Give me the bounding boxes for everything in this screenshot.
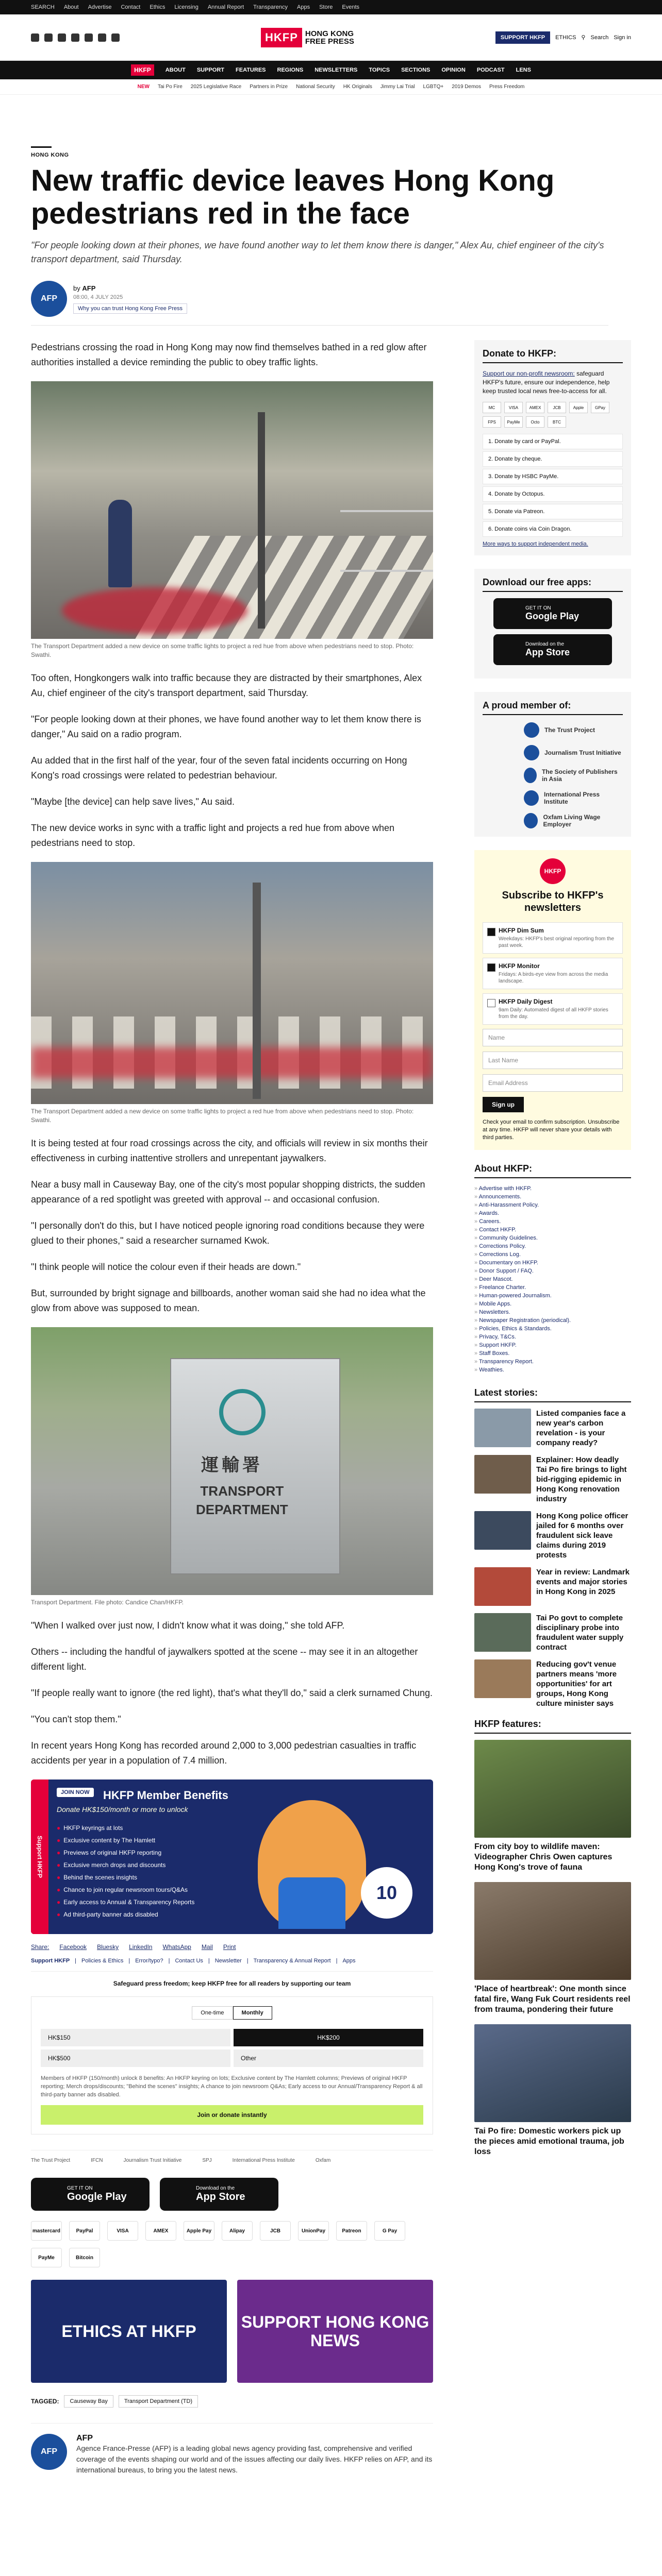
feature-image[interactable] bbox=[474, 2024, 631, 2122]
newsletter-widget bbox=[474, 850, 631, 1150]
paragraph: In recent years Hong Kong has recorded around 2,000 to 3,000 pedestrian casualties in traffic accidents per year in a population of 7.4 million. bbox=[31, 1740, 417, 1766]
trending-bar bbox=[0, 79, 662, 95]
search-link[interactable]: Search bbox=[590, 34, 609, 41]
press-logo[interactable]: Journalism Trust Initiative bbox=[123, 2158, 182, 2163]
donate-option[interactable]: 1. Donate by card or PayPal. bbox=[483, 434, 623, 449]
payment-logo: G Pay bbox=[374, 2221, 405, 2241]
story-thumbnail bbox=[474, 1409, 531, 1447]
byline bbox=[31, 281, 608, 326]
payment-logo: mastercard bbox=[31, 2221, 62, 2241]
member-logo[interactable]: The Trust Project bbox=[524, 722, 623, 738]
payment-logo: Apple bbox=[569, 402, 588, 413]
newsletter-heading: Subscribe to HKFP's newsletters bbox=[502, 890, 604, 913]
safeguard-message: Safeguard press freedom; keep HKFP free for all readers by supporting our team bbox=[113, 1980, 351, 1987]
newsletter-disclaimer: Check your email to confirm subscription. Unsubscribe at any time. HKFP will never share your details with third parties. bbox=[483, 1119, 620, 1141]
article-kicker[interactable]: HONG KONG bbox=[31, 146, 52, 158]
photo-transport-dept-sign bbox=[31, 1327, 433, 1595]
benefit-item: ● HKFP keyrings at lots bbox=[57, 1822, 194, 1834]
payment-logo: Alipay bbox=[222, 2221, 253, 2241]
instagram-icon[interactable] bbox=[58, 33, 66, 42]
about-link[interactable]: » Newspaper Registration (periodical). bbox=[474, 1316, 631, 1325]
nav-item[interactable]: PODCAST bbox=[476, 67, 505, 73]
rss-icon[interactable] bbox=[111, 33, 120, 42]
widget-heading: Donate to HKFP: bbox=[483, 348, 623, 363]
paragraph: Pedestrians crossing the road in Hong Kong may now find themselves bathed in a red glow after authorities installed a device reminding the public to obey traffic lights. bbox=[31, 342, 427, 367]
banner-strip: Support HKFP bbox=[31, 1780, 48, 1934]
amount-option[interactable]: Other bbox=[234, 2049, 423, 2067]
story-item[interactable] bbox=[474, 1613, 631, 1652]
figure-1 bbox=[31, 381, 433, 659]
monthly-option[interactable]: Monthly bbox=[233, 2006, 272, 2020]
paragraph: It is being tested at four road crossings across the city, and officials will review in six months their effectiveness in curbing inattentive strollers and unrepentant jaywalkers. bbox=[31, 1138, 428, 1163]
sign-chinese: 運輸署 bbox=[201, 1455, 263, 1475]
donate-option[interactable]: 5. Donate via Patreon. bbox=[483, 504, 623, 519]
share-bluesky[interactable]: Bluesky bbox=[97, 1943, 119, 1951]
story-thumbnail bbox=[474, 1567, 531, 1606]
payment-logo: UnionPay bbox=[298, 2221, 329, 2241]
photo-caption: The Transport Department added a new device on some traffic lights to project a red hue from above when pedestrians need to stop. Photo: Swathi. bbox=[31, 642, 414, 658]
site-logo[interactable] bbox=[261, 28, 354, 47]
sign-in-link[interactable]: Sign in bbox=[614, 34, 631, 41]
press-logo[interactable]: The Trust Project bbox=[31, 2158, 71, 2163]
share-label: Share: bbox=[31, 1943, 49, 1951]
paragraph: "Maybe [the device] can help save lives," Au said. bbox=[31, 796, 235, 807]
photo-caption: The Transport Department added a new device on some traffic lights to project a red hue from above when pedestrians need to stop. Photo: Swathi. bbox=[31, 1108, 414, 1124]
feature-image[interactable] bbox=[474, 1882, 631, 1980]
share-print[interactable]: Print bbox=[223, 1943, 236, 1951]
share-linkedin[interactable]: LinkedIn bbox=[129, 1943, 153, 1951]
payment-logo: Bitcoin bbox=[69, 2248, 100, 2267]
story-thumbnail bbox=[474, 1455, 531, 1494]
footer-link[interactable]: Newsletter bbox=[214, 1958, 242, 1964]
author-bio-text: Agence France-Presse (AFP) is a leading global news agency providing fast, comprehensive and verified coverage of the events shaping our world and of the issues affecting our daily lives. HKFP relies on AFP, and its international bureaus, to bring you the latest news. bbox=[76, 2444, 433, 2474]
benefit-item: ● Ad third-party banner ads disabled bbox=[57, 1908, 194, 1921]
youtube-icon[interactable] bbox=[71, 33, 79, 42]
newsletter-option[interactable]: HKFP Dim Sum Weekdays: HKFP's best original reporting from the past week. bbox=[483, 922, 623, 954]
about-link[interactable]: » Careers. bbox=[474, 1217, 631, 1226]
footer-link[interactable]: Apps bbox=[342, 1958, 356, 1964]
trending-item[interactable]: 2025 Legislative Race bbox=[190, 84, 242, 90]
events-link[interactable]: Events bbox=[342, 4, 360, 10]
photo-red-crossing bbox=[31, 381, 433, 639]
sign-up-button[interactable]: Sign up bbox=[483, 1097, 524, 1112]
footer-link[interactable]: Contact Us bbox=[175, 1958, 203, 1964]
widget-heading: Download our free apps: bbox=[483, 577, 623, 592]
photo-red-glow-road bbox=[31, 862, 433, 1104]
press-logo[interactable]: International Press Institute bbox=[232, 2158, 295, 2163]
sidebar-payment-logos bbox=[483, 402, 623, 428]
donation-form bbox=[31, 1996, 433, 2134]
paragraph: But, surrounded by bright signage and billboards, another woman said she had no idea what the glow from above was supposed to mean. bbox=[31, 1288, 426, 1313]
trending-item[interactable]: Jimmy Lai Trial bbox=[380, 84, 415, 90]
about-link[interactable]: » Privacy, T&Cs. bbox=[474, 1333, 631, 1341]
by-label: by bbox=[73, 284, 80, 292]
share-facebook[interactable]: Facebook bbox=[59, 1943, 87, 1951]
paragraph: Au added that in the first half of the year, four of the seven fatal incidents occurring on Hong Kong's road crossings were related to pedestrian behaviour. bbox=[31, 755, 407, 781]
feature-title[interactable]: 'Place of heartbreak': One month since fatal fire, Wang Fuk Court residents reel from trauma, pondering their future bbox=[474, 1985, 631, 2014]
google-play-button[interactable]: GET IT ON Google Play bbox=[493, 598, 612, 629]
about-link[interactable]: » Announcements. bbox=[474, 1193, 631, 1201]
story-item[interactable] bbox=[474, 1567, 631, 1606]
about-link[interactable]: About bbox=[63, 4, 79, 10]
member-logo[interactable]: The Society of Publishers in Asia bbox=[524, 768, 623, 783]
paragraph: Too often, Hongkongers walk into traffic because they are distracted by their smartphones, Alex Au, chief engineer of the city's transport department, said Thursday. bbox=[31, 673, 422, 698]
feature-title[interactable]: Tai Po fire: Domestic workers pick up the pieces amid emotional trauma, job loss bbox=[474, 2127, 624, 2156]
payment-logo: AMEX bbox=[145, 2221, 176, 2241]
trending-item[interactable]: Partners in Prize bbox=[250, 84, 288, 90]
last-name-field[interactable]: Last Name bbox=[483, 1052, 623, 1069]
about-link[interactable]: » Corrections Log. bbox=[474, 1250, 631, 1259]
member-logo[interactable]: International Press Institute bbox=[524, 790, 623, 806]
main-nav bbox=[0, 61, 662, 79]
paragraph: "I personally don't do this, but I have noticed people ignoring road conditions because they were glued to their phones," said a researcher surnamed Kwok. bbox=[31, 1221, 425, 1246]
threads-icon[interactable] bbox=[85, 33, 93, 42]
advertise-link[interactable]: Advertise bbox=[88, 4, 112, 10]
payment-logo: Apple Pay bbox=[184, 2221, 214, 2241]
annual-report-link[interactable]: Annual Report bbox=[207, 4, 244, 10]
about-link[interactable]: » Human-powered Journalism. bbox=[474, 1292, 631, 1300]
author-avatar[interactable]: AFP bbox=[31, 281, 67, 317]
benefit-item: ● Exclusive content by The Hamlett bbox=[57, 1834, 194, 1846]
newsletter-option[interactable]: HKFP Monitor Fridays: A birds-eye view from across the media landscape. bbox=[483, 958, 623, 989]
ethics-link[interactable]: Ethics bbox=[150, 4, 166, 10]
apps-link[interactable]: Apps bbox=[297, 4, 310, 10]
story-thumbnail bbox=[474, 1613, 531, 1652]
tag[interactable]: Causeway Bay bbox=[64, 2395, 113, 2408]
nav-item[interactable]: SUPPORT bbox=[196, 67, 225, 73]
article-title: New traffic device leaves Hong Kong pedestrians red in the face bbox=[31, 164, 555, 230]
facebook-icon[interactable] bbox=[31, 33, 39, 42]
social-icons bbox=[31, 33, 120, 42]
figure-2 bbox=[31, 862, 433, 1125]
author-name[interactable]: AFP bbox=[82, 284, 96, 292]
nav-item[interactable]: FEATURES bbox=[236, 67, 266, 73]
x-icon[interactable] bbox=[44, 33, 53, 42]
amount-options bbox=[41, 2029, 423, 2067]
article-body bbox=[31, 340, 433, 2487]
nonprofit-link[interactable]: Support our non-profit newsroom: bbox=[483, 370, 575, 377]
nav-item[interactable]: NEWSLETTERS bbox=[315, 67, 358, 73]
transparency-link[interactable]: Transparency bbox=[253, 4, 288, 10]
about-link[interactable]: » Documentary on HKFP. bbox=[474, 1259, 631, 1267]
donate-option[interactable]: 6. Donate coins via Coin Dragon. bbox=[483, 521, 623, 537]
email-field[interactable]: Email Address bbox=[483, 1074, 623, 1092]
about-link[interactable]: » Support HKFP. bbox=[474, 1341, 631, 1349]
story-item[interactable] bbox=[474, 1455, 631, 1504]
member-note: Members of HKFP (150/month) unlock 8 benefits: An HKFP keyring on lots; Exclusive content by The Hamlett columns; Previews of original HKFP reporting; Merch drops/discounts; "Behind the scenes" insights; A chance to join newsroom Q&As; Early access to our Annual/Transparency Report & all third-party banner ads disabled. bbox=[41, 2075, 423, 2098]
about-link[interactable]: » Policies, Ethics & Standards. bbox=[474, 1325, 631, 1333]
trending-item[interactable]: Tai Po Fire bbox=[157, 84, 183, 90]
photo-caption: Transport Department. File photo: Candice Chan/HKFP. bbox=[31, 1599, 184, 1606]
press-logo[interactable]: IFCN bbox=[91, 2158, 103, 2163]
story-thumbnail bbox=[474, 1659, 531, 1698]
search-link[interactable]: SEARCH bbox=[31, 4, 55, 10]
more-ways-link[interactable]: More ways to support independent media. bbox=[483, 541, 588, 547]
footer-link[interactable]: Policies & Ethics bbox=[81, 1958, 124, 1964]
app-store-button[interactable]: Download on the App Store bbox=[493, 634, 612, 665]
tag-list bbox=[31, 2395, 433, 2408]
story-title[interactable]: Hong Kong police officer jailed for 6 months over fraudulent sick leave claims during 2019 protests bbox=[536, 1512, 628, 1560]
name-field[interactable]: Name bbox=[483, 1029, 623, 1046]
share-mail[interactable]: Mail bbox=[201, 1943, 213, 1951]
banner-title: HKFP Member Benefits bbox=[103, 1789, 228, 1802]
member-logo[interactable]: Oxfam Living Wage Employer bbox=[524, 813, 623, 828]
about-link[interactable]: » Weathies. bbox=[474, 1366, 631, 1374]
paragraph: "If people really want to ignore (the red light), that's what they'll do," said a clerk surnamed Chung. bbox=[31, 1688, 433, 1698]
hkfp-badge: HKFP bbox=[540, 858, 566, 884]
frequency-toggle bbox=[41, 2006, 423, 2020]
story-title[interactable]: Reducing gov't venue partners means 'more opportunities' for art groups, Hong Kong culture minister says bbox=[536, 1660, 617, 1708]
support-button[interactable]: SUPPORT HKFP bbox=[495, 31, 550, 44]
banner-subtitle: Donate HK$150/month or more to unlock bbox=[57, 1805, 188, 1814]
donate-text: safeguard HKFP's future, ensure our independence, help keep trusted local news free-to-access for all. bbox=[483, 370, 610, 395]
about-link[interactable]: » Freelance Charter. bbox=[474, 1283, 631, 1292]
donate-option[interactable]: 2. Donate by cheque. bbox=[483, 451, 623, 467]
paragraph: The new device works in sync with a traffic light and projects a red hue from above when pedestrians need to stop. bbox=[31, 823, 395, 848]
nav-item[interactable]: ABOUT bbox=[165, 67, 186, 73]
payment-logo: Patreon bbox=[336, 2221, 367, 2241]
amount-option[interactable]: HK$150 bbox=[41, 2029, 230, 2046]
payment-logo: MC bbox=[483, 402, 501, 413]
paragraph: "I think people will notice the colour even if their heads are down." bbox=[31, 1262, 301, 1272]
about-link[interactable]: » Staff Boxes. bbox=[474, 1349, 631, 1358]
story-title[interactable]: Year in review: Landmark events and major stories in Hong Kong in 2025 bbox=[536, 1568, 630, 1596]
widget-heading: HKFP features: bbox=[474, 1719, 631, 1734]
benefit-item: ● Exclusive merch drops and discounts bbox=[57, 1859, 194, 1871]
trending-label: NEW bbox=[137, 84, 150, 90]
join-now-badge[interactable]: JOIN NOW bbox=[57, 1788, 94, 1797]
about-link[interactable]: » Mobile Apps. bbox=[474, 1300, 631, 1308]
trending-item[interactable]: Press Freedom bbox=[489, 84, 525, 90]
donate-widget bbox=[474, 340, 631, 555]
about-widget bbox=[474, 1163, 631, 1374]
widget-heading: Latest stories: bbox=[474, 1387, 631, 1402]
donate-button[interactable]: Join or donate instantly bbox=[41, 2105, 423, 2125]
benefit-item: ● Early access to Annual & Transparency Reports bbox=[57, 1896, 194, 1908]
press-logo[interactable]: Oxfam bbox=[315, 2158, 331, 2163]
feature-image[interactable] bbox=[474, 1740, 631, 1838]
ethics-banner[interactable]: ETHICS AT HKFP bbox=[31, 2280, 227, 2383]
share-links bbox=[31, 1943, 433, 1951]
latest-stories bbox=[474, 1387, 631, 1708]
store-link[interactable]: Store bbox=[319, 4, 333, 10]
paragraph: "For people looking down at their phones, we have found another way to let them know there is danger," Au said on a radio program. bbox=[31, 714, 421, 739]
benefit-list bbox=[57, 1822, 194, 1921]
nav-item[interactable]: OPINION bbox=[441, 67, 466, 73]
membership-widget bbox=[474, 692, 631, 837]
app-download-buttons bbox=[31, 2178, 433, 2211]
about-link[interactable]: » Donor Support / FAQ. bbox=[474, 1267, 631, 1275]
trending-item[interactable]: HK Originals bbox=[343, 84, 372, 90]
payment-logo: PayMe bbox=[504, 416, 523, 428]
trust-link[interactable]: Why you can trust Hong Kong Free Press bbox=[73, 303, 187, 314]
logo-mark: HKFP bbox=[261, 28, 302, 47]
about-link[interactable]: » Community Guidelines. bbox=[474, 1234, 631, 1242]
paragraph: Others -- including the handful of jaywalkers spotted at the scene -- may see it in an altogether different light. bbox=[31, 1647, 418, 1672]
payment-logo: FPS bbox=[483, 416, 501, 428]
top-utility-bar bbox=[0, 0, 662, 14]
payment-logo: AMEX bbox=[526, 402, 544, 413]
story-item[interactable] bbox=[474, 1409, 631, 1448]
donate-options bbox=[483, 434, 623, 537]
payment-logo: VISA bbox=[504, 402, 523, 413]
amount-option-selected[interactable]: HK$200 bbox=[234, 2029, 423, 2046]
footer-link[interactable]: Support HKFP bbox=[31, 1958, 70, 1964]
feature-title[interactable]: From city boy to wildlife maven: Videographer Chris Owen captures Hong Kong's trove of fauna bbox=[474, 1842, 613, 1872]
story-title[interactable]: Listed companies face a new year's carbon revelation - is your company ready? bbox=[536, 1409, 626, 1447]
licensing-link[interactable]: Licensing bbox=[174, 4, 198, 10]
trending-item[interactable]: National Security bbox=[296, 84, 335, 90]
story-title[interactable]: Tai Po govt to complete disciplinary probe into fraudulent water supply contract bbox=[536, 1614, 624, 1652]
about-link[interactable]: » Deer Mascot. bbox=[474, 1275, 631, 1283]
trending-item[interactable]: 2019 Demos bbox=[452, 84, 481, 90]
ten-years-badge: 10 bbox=[361, 1867, 412, 1919]
story-thumbnail bbox=[474, 1511, 531, 1550]
author-bio bbox=[31, 2423, 433, 2487]
payment-logo: GPay bbox=[591, 402, 609, 413]
trending-item[interactable]: LGBTQ+ bbox=[423, 84, 444, 90]
about-link[interactable]: » Awards. bbox=[474, 1209, 631, 1217]
payment-logo: Octo bbox=[526, 416, 544, 428]
story-item[interactable] bbox=[474, 1659, 631, 1708]
author-avatar[interactable]: AFP bbox=[31, 2434, 67, 2470]
author-bio-name[interactable]: AFP bbox=[76, 2434, 93, 2443]
footer-links: Support HKFP | Policies & Ethics | Error/typo? | Contact Us | Newsletter | Transparency & Annual Report | Apps bbox=[31, 1958, 433, 1972]
story-title[interactable]: Explainer: How deadly Tai Po fire brings to light bid-rigging epidemic in Hong Kong renovation industry bbox=[536, 1455, 627, 1503]
paragraph: "You can't stop them." bbox=[31, 1714, 121, 1724]
one-time-option[interactable]: One-time bbox=[192, 2006, 233, 2020]
ethics-link[interactable]: ETHICS bbox=[555, 34, 576, 41]
mail-icon[interactable] bbox=[98, 33, 106, 42]
about-link[interactable]: » Anti-Harassment Policy. bbox=[474, 1201, 631, 1209]
nav-item[interactable]: SECTIONS bbox=[401, 67, 431, 73]
payment-logo: BTC bbox=[548, 416, 566, 428]
widget-heading: About HKFP: bbox=[474, 1163, 631, 1178]
article-dek: "For people looking down at their phones, we have found another way to let them know there is danger," Alex Au, chief engineer of the city's transport department, said Thursday. bbox=[31, 240, 604, 264]
logo-text: HONG KONG FREE PRESS bbox=[305, 29, 354, 46]
benefit-item: ● Behind the scenes insights bbox=[57, 1871, 194, 1884]
member-logo[interactable]: Journalism Trust Initiative bbox=[524, 745, 623, 760]
figure-3 bbox=[31, 1327, 433, 1607]
payment-logo: PayMe bbox=[31, 2248, 62, 2267]
about-link[interactable]: » Corrections Policy. bbox=[474, 1242, 631, 1250]
google-play-button[interactable]: GET IT ON Google Play bbox=[31, 2178, 150, 2211]
payment-methods bbox=[31, 2221, 433, 2267]
payment-logo: PayPal bbox=[69, 2221, 100, 2241]
payment-logo: JCB bbox=[260, 2221, 291, 2241]
site-header bbox=[0, 14, 662, 61]
promo-banners bbox=[31, 2280, 433, 2383]
publish-date: 08:00, 4 JULY 2025 bbox=[73, 294, 123, 300]
about-link[interactable]: » Contact HKFP. bbox=[474, 1226, 631, 1234]
payment-logo: VISA bbox=[107, 2221, 138, 2241]
footer-link[interactable]: Transparency & Annual Report bbox=[253, 1958, 331, 1964]
sidebar bbox=[474, 340, 631, 2487]
about-link[interactable]: » Transparency Report. bbox=[474, 1358, 631, 1366]
press-logo[interactable]: SPJ bbox=[202, 2158, 212, 2163]
paragraph: Near a busy mall in Causeway Bay, one of the city's most popular shopping districts, the sudden appearance of a red spotlight was greeted with approval -- and occasional confusion. bbox=[31, 1179, 425, 1205]
features-widget bbox=[474, 1719, 631, 2157]
amount-option[interactable]: HK$500 bbox=[41, 2049, 230, 2067]
share-whatsapp[interactable]: WhatsApp bbox=[162, 1943, 191, 1951]
paragraph: "When I walked over just now, I didn't know what it was doing," she told AFP. bbox=[31, 1620, 345, 1631]
tag[interactable]: Transport Department (TD) bbox=[119, 2395, 198, 2408]
donate-option[interactable]: 3. Donate by HSBC PayMe. bbox=[483, 469, 623, 484]
newsletter-option[interactable]: HKFP Daily Digest 9am Daily: Automated digest of all HKFP stories from the day. bbox=[483, 993, 623, 1025]
benefit-item: ● Previews of original HKFP reporting bbox=[57, 1846, 194, 1859]
nav-item[interactable]: TOPICS bbox=[369, 67, 390, 73]
apps-widget bbox=[474, 569, 631, 679]
nav-item[interactable]: LENS bbox=[516, 67, 531, 73]
deer-mascot-image bbox=[258, 1800, 366, 1929]
benefit-item: ● Chance to join regular newsroom tours/Q&As bbox=[57, 1884, 194, 1896]
about-link[interactable]: » Newsletters. bbox=[474, 1308, 631, 1316]
tagged-label: TAGGED: bbox=[31, 2398, 59, 2405]
app-store-button[interactable]: Download on the App Store bbox=[160, 2178, 278, 2211]
widget-heading: A proud member of: bbox=[483, 700, 623, 715]
nav-item[interactable]: REGIONS bbox=[277, 67, 304, 73]
member-benefits-banner[interactable] bbox=[31, 1780, 433, 1934]
about-link[interactable]: » Advertise with HKFP. bbox=[474, 1184, 631, 1193]
sign-english: TRANSPORT DEPARTMENT bbox=[196, 1483, 288, 1517]
press-logos bbox=[31, 2150, 433, 2171]
support-banner[interactable]: SUPPORT HONG KONG NEWS bbox=[237, 2280, 433, 2383]
nav-logo[interactable]: HKFP bbox=[131, 64, 154, 76]
contact-link[interactable]: Contact bbox=[121, 4, 141, 10]
story-item[interactable] bbox=[474, 1511, 631, 1560]
search-icon[interactable]: ⚲ bbox=[581, 35, 586, 41]
payment-logo: JCB bbox=[548, 402, 566, 413]
footer-link[interactable]: Error/typo? bbox=[135, 1958, 163, 1964]
donate-option[interactable]: 4. Donate by Octopus. bbox=[483, 486, 623, 502]
